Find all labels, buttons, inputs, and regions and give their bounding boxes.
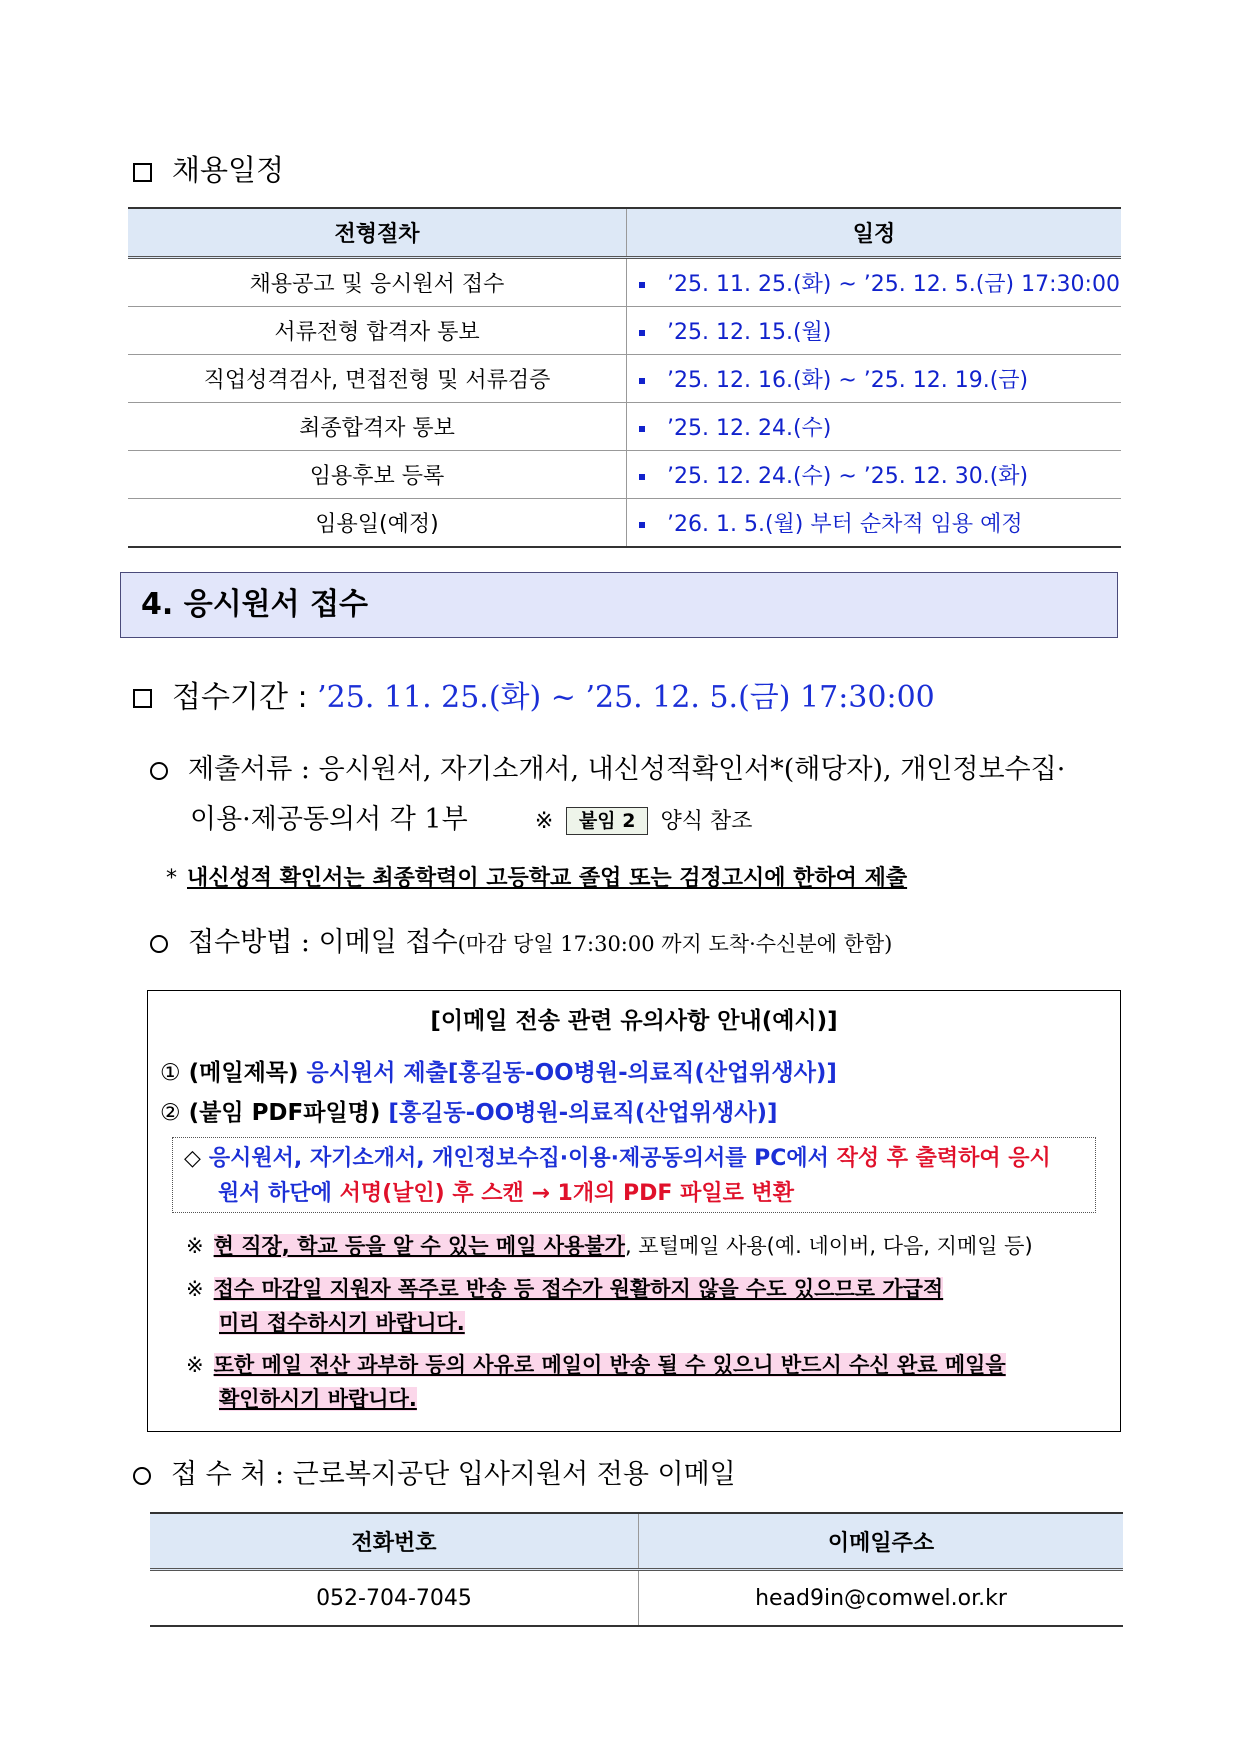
date-cell: ’25. 12. 16.(화) ~ ’25. 12. 19.(금): [627, 355, 1122, 403]
date-cell: ’26. 1. 5.(월) 부터 순차적 임용 예정: [627, 499, 1122, 548]
table-row: [150, 1570, 1123, 1627]
application-method: 접수방법 : 이메일 접수(마감 당일 17:30:00 까지 도착·수신분에 한함): [150, 923, 892, 964]
square-bullet-icon: [639, 330, 645, 336]
contact-table: [150, 1512, 1123, 1627]
section-title: 4. 응시원서 접수: [120, 572, 1118, 638]
square-bullet-icon: [639, 522, 645, 528]
inner-instruction-line-1: ◇ 응시원서, 자기소개서, 개인정보수집·이용·제공동의서를 PC에서 작성 후 출력하여 응시: [184, 1146, 1051, 1171]
circle-bullet-icon: [150, 762, 168, 780]
date-cell: ’25. 12. 24.(수): [627, 403, 1122, 451]
phone-number: 052-704-7045: [150, 1570, 639, 1627]
table-header-row: [150, 1513, 1123, 1570]
notice-item-2: ② (붙임 PDF파일명) [홍길동-OO병원-의료직(산업위생사)]: [160, 1100, 778, 1126]
step-cell: 직업성격검사, 면접전형 및 서류검증: [128, 355, 627, 403]
column-header-step: 전형절차: [128, 208, 627, 258]
square-bullet-icon: [639, 378, 645, 384]
application-period: 접수기간 : ’25. 11. 25.(화) ~ ’25. 12. 5.(금) 17:30:00: [133, 676, 935, 720]
table-row: [128, 499, 1121, 548]
attachment-badge: 붙임 2: [566, 807, 649, 835]
step-cell: 임용일(예정): [128, 499, 627, 548]
step-cell: 임용후보 등록: [128, 451, 627, 499]
warning-3: ※ 또한 메일 전산 과부하 등의 사유로 메일이 반송 될 수 있으니 반드시 수신 완료 메일을 확인하시기 바랍니다.: [186, 1353, 1006, 1411]
square-bullet-icon: [639, 474, 645, 480]
table-row: [128, 307, 1121, 355]
table-row: [128, 451, 1121, 499]
square-bullet-icon: [639, 426, 645, 432]
footnote: * 내신성적 확인서는 최종학력이 고등학교 졸업 또는 검정고시에 한하여 제출: [166, 866, 908, 891]
notice-item-1: ① (메일제목) 응시원서 제출[홍길동-OO병원-의료직(산업위생사)]: [160, 1060, 837, 1086]
table-row: [128, 258, 1121, 307]
date-cell: ’25. 12. 15.(월): [627, 307, 1122, 355]
table-header-row: [128, 208, 1121, 258]
circle-bullet-icon: [150, 935, 168, 953]
warning-2: ※ 접수 마감일 지원자 폭주로 반송 등 접수가 원활하지 않을 수도 있으므로 가급적 미리 접수하시기 바랍니다.: [186, 1277, 944, 1335]
date-cell: ’25. 11. 25.(화) ~ ’25. 12. 5.(금) 17:30:00: [627, 258, 1122, 307]
step-cell: 최종합격자 통보: [128, 403, 627, 451]
email-address: head9in@comwel.or.kr: [639, 1570, 1124, 1627]
documents-line-2: 이용·제공동의서 각 1부 ※ 붙임 2 양식 참조: [190, 804, 753, 835]
notice-title: [이메일 전송 관련 유의사항 안내(예시)]: [430, 1008, 838, 1034]
checkbox-square-icon: [133, 689, 152, 708]
circle-bullet-icon: [133, 1467, 151, 1485]
table-row: [128, 403, 1121, 451]
step-cell: 채용공고 및 응시원서 접수: [128, 258, 627, 307]
date-cell: ’25. 12. 24.(수) ~ ’25. 12. 30.(화): [627, 451, 1122, 499]
schedule-table: [128, 207, 1121, 548]
table-row: [128, 355, 1121, 403]
column-header-email: 이메일주소: [639, 1513, 1124, 1570]
documents-line-1: 제출서류 : 응시원서, 자기소개서, 내신성적확인서*(해당자), 개인정보수집·: [150, 750, 1065, 790]
column-header-phone: 전화번호: [150, 1513, 639, 1570]
reference-mark: ※: [534, 809, 554, 834]
square-bullet-icon: [639, 282, 645, 288]
inner-instruction-line-2: 원서 하단에 서명(날인) 후 스캔 → 1개의 PDF 파일로 변환: [218, 1181, 795, 1206]
checkbox-square-icon: [133, 163, 152, 182]
contact-label: 접 수 처 : 근로복지공단 입사지원서 전용 이메일: [133, 1455, 736, 1495]
warning-1: ※ 현 직장, 학교 등을 알 수 있는 메일 사용불가, 포털메일 사용(예. 네이버, 다음, 지메일 등): [186, 1234, 1033, 1258]
column-header-date: 일정: [627, 208, 1122, 258]
period-value: ’25. 11. 25.(화) ~ ’25. 12. 5.(금) 17:30:00: [317, 680, 935, 715]
step-cell: 서류전형 합격자 통보: [128, 307, 627, 355]
schedule-heading: 채용일정: [133, 150, 284, 190]
